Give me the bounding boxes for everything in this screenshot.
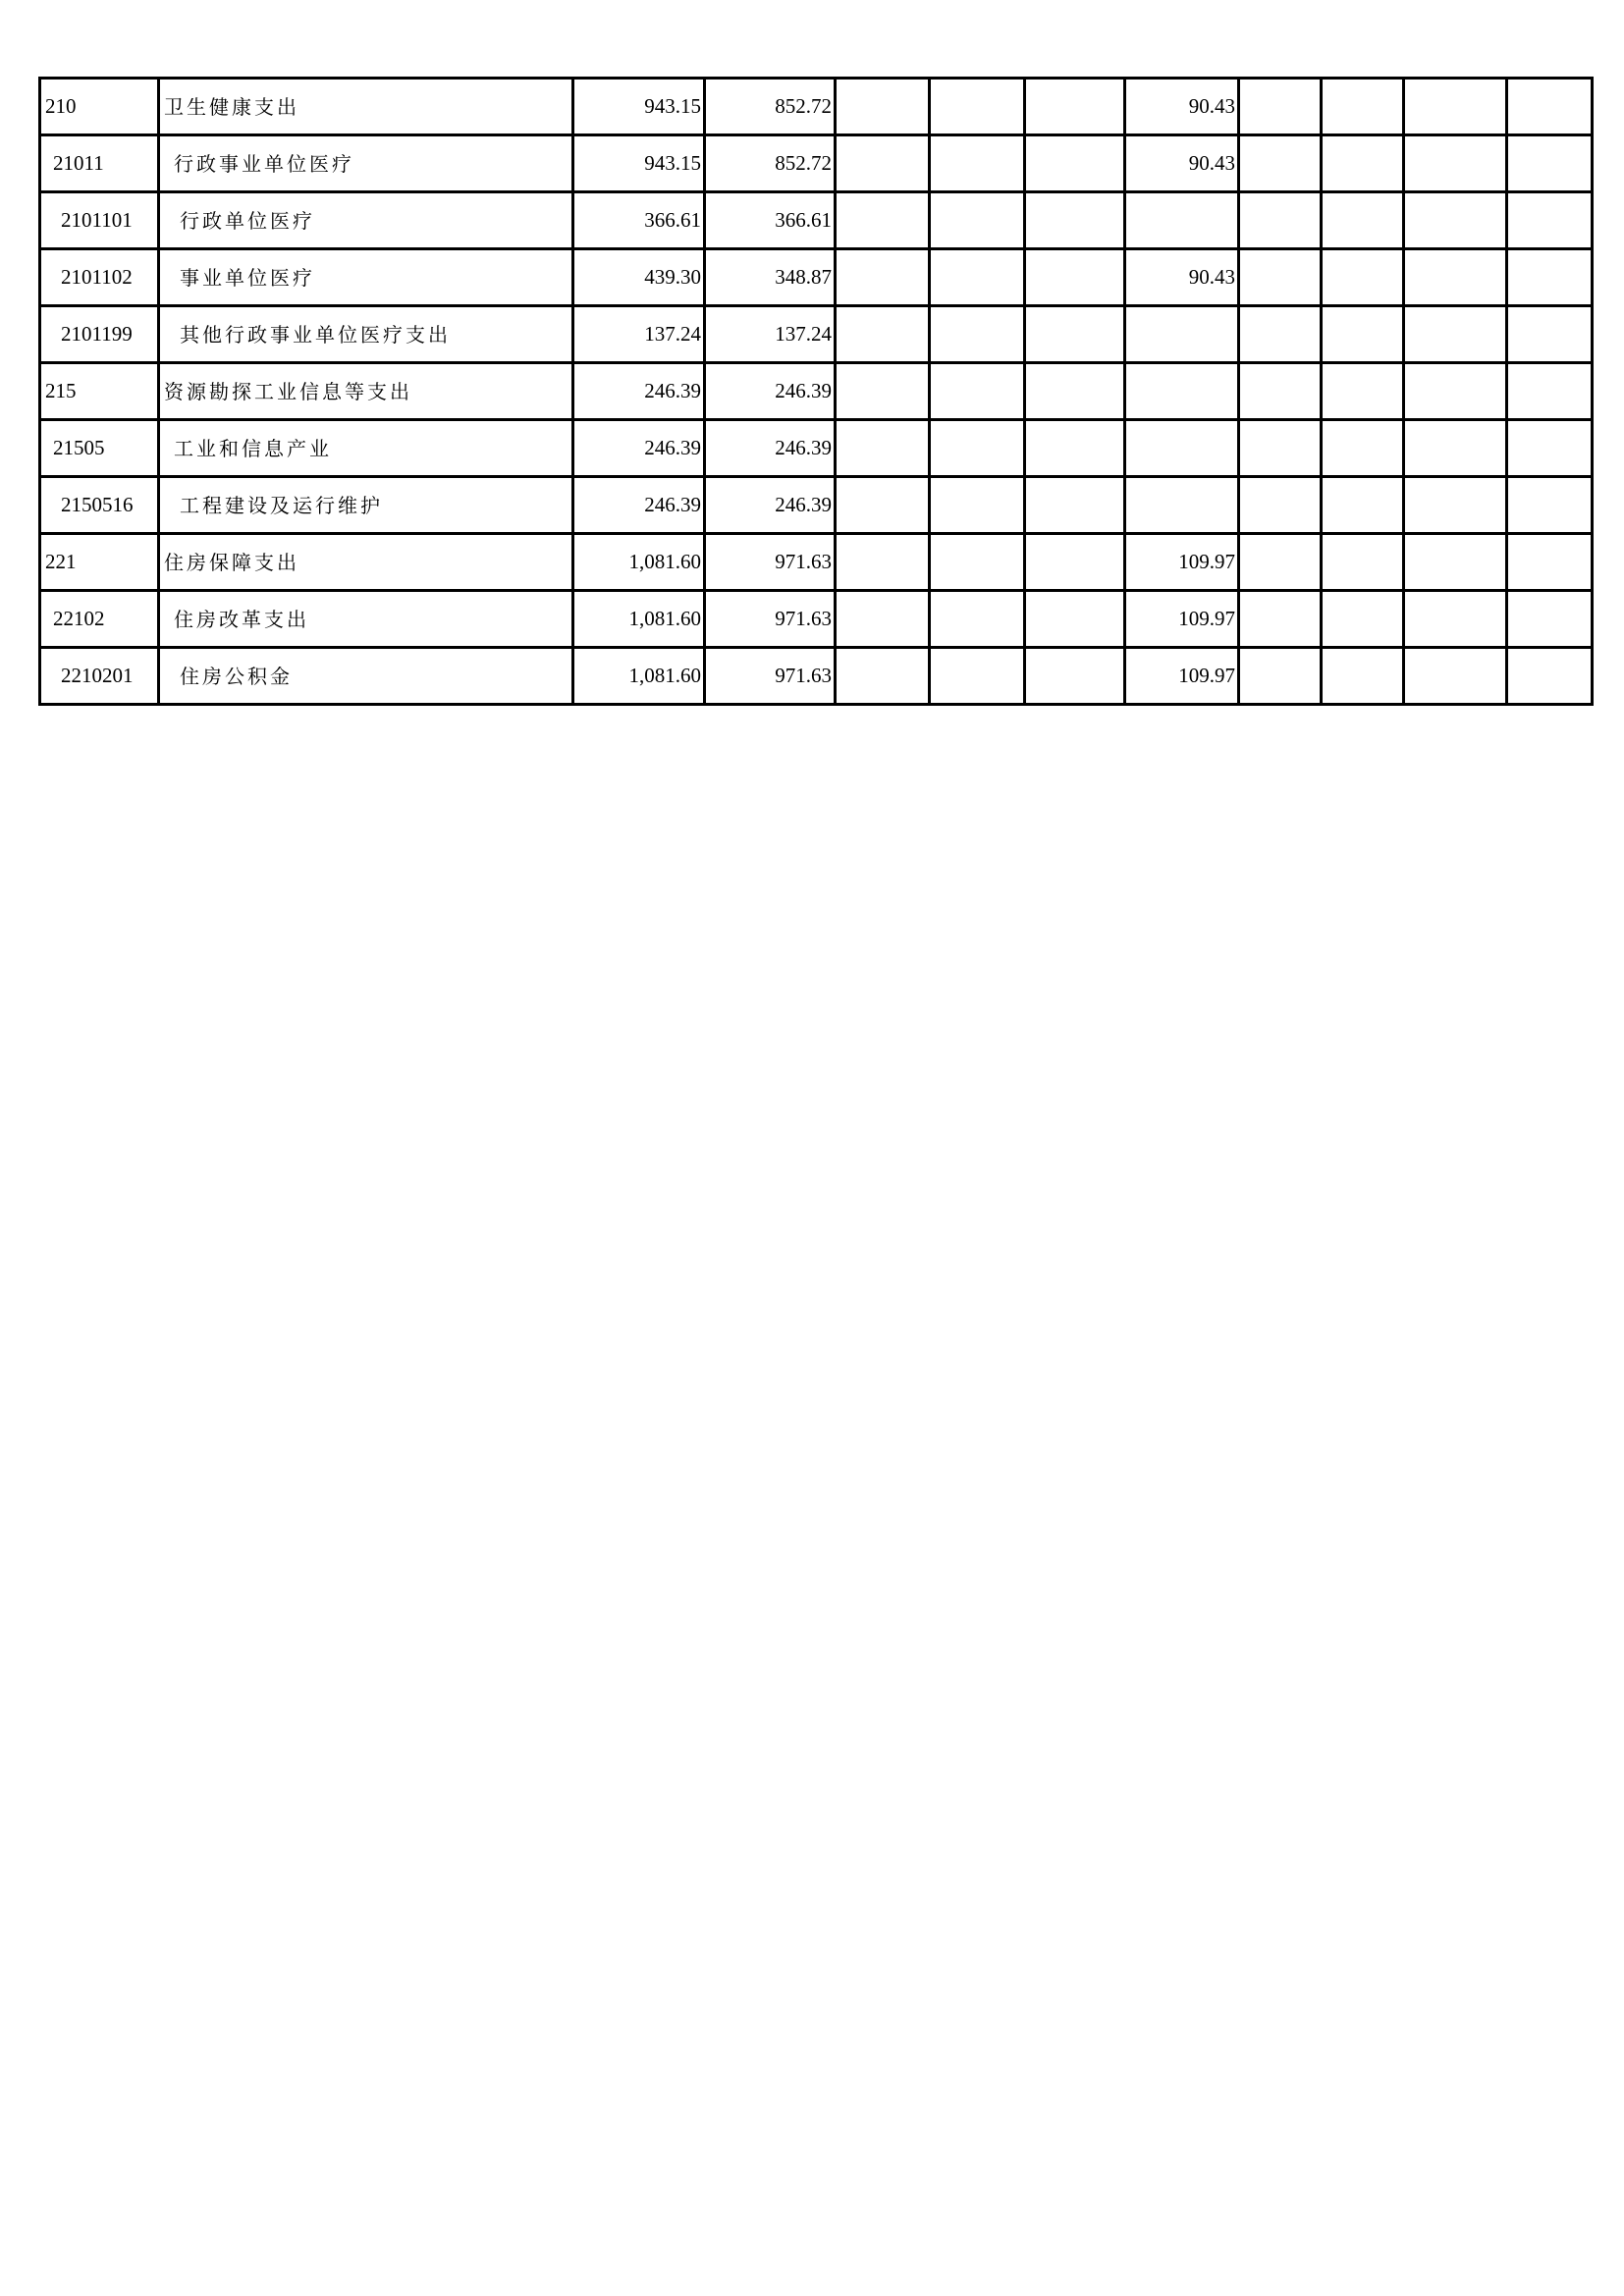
amount-cell: [1322, 648, 1404, 705]
name-cell: [159, 135, 573, 192]
amount-cell: [1239, 363, 1322, 420]
amount-cell: [1404, 249, 1507, 306]
table-row: [40, 192, 1593, 249]
name-cell: [159, 477, 573, 534]
amount-cell: [930, 363, 1025, 420]
function-name: 资源勘探工业信息等支出: [164, 379, 412, 403]
amount-cell: [1025, 192, 1125, 249]
table-row: [40, 135, 1593, 192]
amount-cell: [1025, 591, 1125, 648]
function-name: 工业和信息产业: [174, 436, 332, 460]
amount-cell: [1404, 420, 1507, 477]
amount-cell: [1404, 534, 1507, 591]
amount-cell: [1125, 477, 1239, 534]
amount-cell: [1322, 420, 1404, 477]
amount-cell: [1322, 249, 1404, 306]
amount-cell: [1322, 306, 1404, 363]
function-code: 2210201: [61, 664, 134, 687]
table-row: [40, 534, 1593, 591]
amount-cell: [836, 135, 930, 192]
amount-cell: [836, 591, 930, 648]
amount-cell: [1507, 591, 1593, 648]
amount-cell: [1404, 363, 1507, 420]
function-code: 2101102: [61, 265, 133, 289]
function-name: 工程建设及运行维护: [180, 493, 383, 517]
amount-cell: 943.15: [573, 135, 705, 192]
table-body: [40, 79, 1593, 705]
amount-cell: [1507, 135, 1593, 192]
amount-cell: [1507, 420, 1593, 477]
amount-cell: [836, 306, 930, 363]
amount-cell: [836, 420, 930, 477]
function-name: 住房改革支出: [174, 607, 309, 631]
table-row: [40, 648, 1593, 705]
function-code: 2101101: [61, 208, 133, 232]
amount-cell: 246.39: [573, 363, 705, 420]
amount-cell: [1507, 249, 1593, 306]
amount-cell: 366.61: [705, 192, 836, 249]
amount-cell: [1025, 648, 1125, 705]
amount-cell: [1322, 591, 1404, 648]
name-cell: [159, 363, 573, 420]
amount-cell: 90.43: [1125, 79, 1239, 135]
amount-cell: [1404, 591, 1507, 648]
amount-cell: [930, 192, 1025, 249]
function-code: 215: [45, 379, 77, 402]
name-cell: [159, 249, 573, 306]
amount-cell: 246.39: [573, 477, 705, 534]
amount-cell: [930, 477, 1025, 534]
amount-cell: [1507, 79, 1593, 135]
amount-cell: [1239, 477, 1322, 534]
amount-cell: 246.39: [705, 477, 836, 534]
amount-cell: 348.87: [705, 249, 836, 306]
amount-cell: [930, 591, 1025, 648]
amount-cell: [1125, 420, 1239, 477]
amount-cell: [1025, 135, 1125, 192]
name-cell: [159, 420, 573, 477]
amount-cell: [1239, 192, 1322, 249]
amount-cell: [1239, 79, 1322, 135]
amount-cell: [930, 249, 1025, 306]
table-row: [40, 249, 1593, 306]
code-cell: [40, 79, 159, 135]
code-cell: [40, 306, 159, 363]
amount-cell: [836, 534, 930, 591]
amount-cell: 137.24: [573, 306, 705, 363]
amount-cell: 90.43: [1125, 135, 1239, 192]
amount-cell: [930, 306, 1025, 363]
amount-cell: [1239, 420, 1322, 477]
table-row: [40, 420, 1593, 477]
table-row: [40, 79, 1593, 135]
amount-cell: [1507, 306, 1593, 363]
amount-cell: 971.63: [705, 648, 836, 705]
amount-cell: [836, 79, 930, 135]
amount-cell: 1,081.60: [573, 591, 705, 648]
function-code: 210: [45, 94, 77, 118]
amount-cell: [1507, 192, 1593, 249]
amount-cell: 109.97: [1125, 591, 1239, 648]
amount-cell: [930, 135, 1025, 192]
function-name: 住房保障支出: [164, 550, 299, 574]
amount-cell: [930, 534, 1025, 591]
amount-cell: [1322, 363, 1404, 420]
function-name: 住房公积金: [180, 664, 293, 688]
amount-cell: [1404, 135, 1507, 192]
budget-expenditure-table: [38, 77, 1594, 706]
amount-cell: [1322, 79, 1404, 135]
amount-cell: [1404, 477, 1507, 534]
function-code: 22102: [53, 607, 105, 630]
amount-cell: [930, 648, 1025, 705]
amount-cell: [1404, 192, 1507, 249]
amount-cell: [1404, 79, 1507, 135]
table-row: [40, 306, 1593, 363]
amount-cell: [1239, 591, 1322, 648]
amount-cell: [1239, 135, 1322, 192]
amount-cell: 971.63: [705, 591, 836, 648]
amount-cell: [1125, 192, 1239, 249]
function-code: 21505: [53, 436, 105, 459]
function-name: 行政单位医疗: [180, 208, 315, 233]
amount-cell: 971.63: [705, 534, 836, 591]
amount-cell: 246.39: [705, 420, 836, 477]
function-name: 卫生健康支出: [164, 94, 299, 119]
amount-cell: 1,081.60: [573, 648, 705, 705]
amount-cell: 246.39: [705, 363, 836, 420]
amount-cell: [836, 648, 930, 705]
amount-cell: [1239, 306, 1322, 363]
amount-cell: [1507, 363, 1593, 420]
amount-cell: [1507, 477, 1593, 534]
function-code: 221: [45, 550, 77, 573]
amount-cell: [1404, 306, 1507, 363]
amount-cell: [1025, 534, 1125, 591]
table-row: [40, 591, 1593, 648]
name-cell: [159, 591, 573, 648]
amount-cell: [930, 420, 1025, 477]
amount-cell: [1025, 79, 1125, 135]
amount-cell: 852.72: [705, 135, 836, 192]
amount-cell: [1025, 306, 1125, 363]
amount-cell: [836, 249, 930, 306]
amount-cell: 439.30: [573, 249, 705, 306]
amount-cell: [1239, 249, 1322, 306]
amount-cell: 852.72: [705, 79, 836, 135]
amount-cell: [930, 79, 1025, 135]
amount-cell: [1507, 648, 1593, 705]
amount-cell: [1025, 477, 1125, 534]
amount-cell: 943.15: [573, 79, 705, 135]
amount-cell: [1322, 192, 1404, 249]
amount-cell: 1,081.60: [573, 534, 705, 591]
code-cell: [40, 249, 159, 306]
amount-cell: [836, 363, 930, 420]
amount-cell: [1322, 534, 1404, 591]
amount-cell: [1322, 477, 1404, 534]
amount-cell: 366.61: [573, 192, 705, 249]
code-cell: [40, 363, 159, 420]
amount-cell: [1025, 363, 1125, 420]
code-cell: [40, 534, 159, 591]
amount-cell: 109.97: [1125, 534, 1239, 591]
code-cell: [40, 477, 159, 534]
amount-cell: [836, 192, 930, 249]
amount-cell: [1025, 420, 1125, 477]
amount-cell: 246.39: [573, 420, 705, 477]
amount-cell: [1025, 249, 1125, 306]
name-cell: [159, 79, 573, 135]
amount-cell: [1239, 534, 1322, 591]
amount-cell: 109.97: [1125, 648, 1239, 705]
amount-cell: [836, 477, 930, 534]
name-cell: [159, 192, 573, 249]
function-name: 事业单位医疗: [180, 265, 315, 290]
function-name: 其他行政事业单位医疗支出: [180, 322, 451, 347]
table-row: [40, 363, 1593, 420]
function-code: 2150516: [61, 493, 134, 516]
code-cell: [40, 420, 159, 477]
amount-cell: 137.24: [705, 306, 836, 363]
amount-cell: [1239, 648, 1322, 705]
amount-cell: [1322, 135, 1404, 192]
code-cell: [40, 192, 159, 249]
function-code: 2101199: [61, 322, 133, 346]
amount-cell: [1404, 648, 1507, 705]
amount-cell: 90.43: [1125, 249, 1239, 306]
name-cell: [159, 648, 573, 705]
name-cell: [159, 534, 573, 591]
name-cell: [159, 306, 573, 363]
code-cell: [40, 135, 159, 192]
code-cell: [40, 591, 159, 648]
table-row: [40, 477, 1593, 534]
function-code: 21011: [53, 151, 104, 175]
code-cell: [40, 648, 159, 705]
amount-cell: [1125, 363, 1239, 420]
function-name: 行政事业单位医疗: [174, 151, 354, 176]
amount-cell: [1125, 306, 1239, 363]
amount-cell: [1507, 534, 1593, 591]
